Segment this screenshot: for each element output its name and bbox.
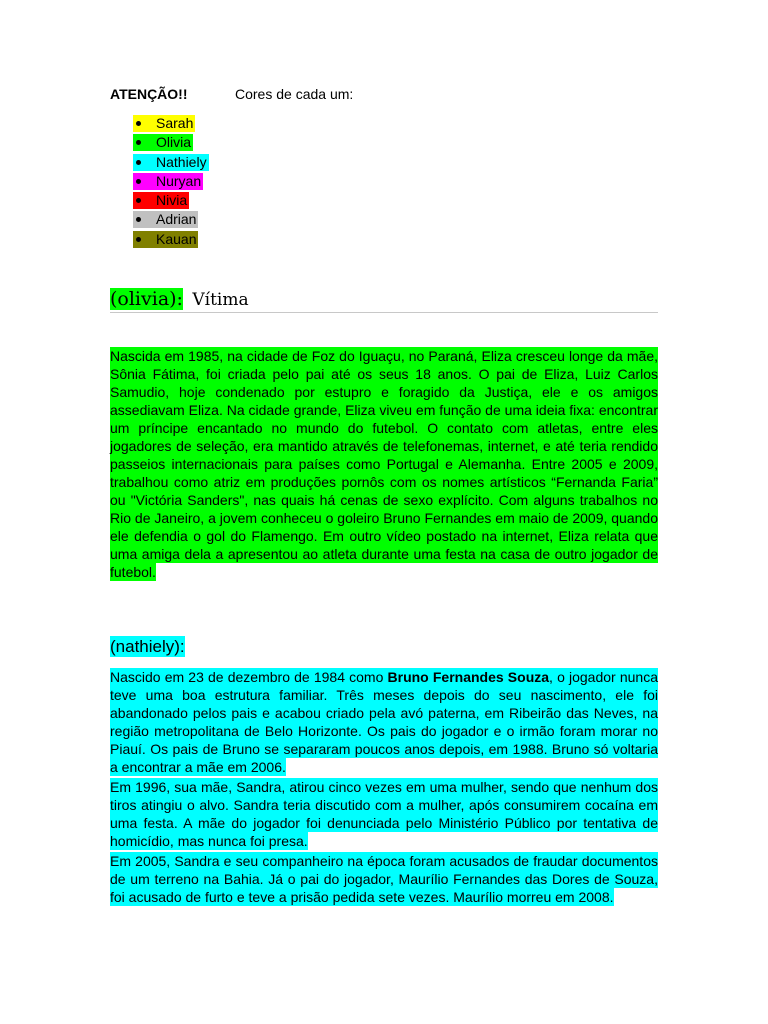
list-item bbox=[133, 230, 333, 249]
heading-tag-olivia: (olivia): bbox=[110, 288, 183, 310]
paragraph-text: Nascida em 1985, na cidade de Foz do Iguaçu, no Paraná, Eliza cresceu longe da mãe, Sônia Fátima, foi criada pelo pai até os seus 18 anos. O pai de Eliza, Luiz Carlos Samudio, hoje condenado por estupro e foragido da Justiça, ele e os amigos assediavam Eliza. Na cidade grande, Eliza viveu em função de uma ideia fixa: encontrar um príncipe encantado no mundo do futebol. O contato com atletas, entre eles jogadores de seleção, era mantido através de telefonemas, internet, e até teria rendido passeios internacionais para países como Portugal e Alemanha. Entre 2005 e 2009, trabalhou como atriz em produções pornôs com os nomes artísticos “Fernanda Faria” ou "Victória Sanders", nas quais há cenas de sexo explícito. Com alguns trabalhos no Rio de Janeiro, a jovem conheceu o goleiro Bruno Fernandes em maio de 2009, quando ele defendia o gol do Flamengo. Em outro vídeo postado na internet, Eliza relata que uma amiga dela a apresentou ao atleta durante uma festa na casa de outro jogador de futebol. bbox=[110, 348, 658, 580]
color-name-adrian: Adrian bbox=[133, 211, 198, 228]
color-name-olivia: Olivia bbox=[133, 134, 193, 151]
paragraph-nathiely-1 bbox=[110, 668, 658, 776]
list-item bbox=[133, 114, 333, 133]
paragraph-bold-name: Bruno Fernandes Souza bbox=[387, 669, 550, 685]
paragraph-text: Em 1996, sua mãe, Sandra, atirou cinco vezes em uma mulher, sendo que nenhum dos tiros atingiu o alvo. Sandra teria discutido com a mulher, após consumirem cocaína em uma festa. A mãe do jogador foi denunciada pelo Ministério Público por tentativa de homicídio, mas nunca foi presa. bbox=[110, 779, 658, 849]
paragraph-text bbox=[110, 668, 658, 776]
paragraph-nathiely-2 bbox=[110, 778, 658, 850]
colors-list bbox=[133, 114, 333, 249]
attention-subtitle: Cores de cada um: bbox=[235, 86, 354, 102]
heading-tag-nathiely: (nathiely): bbox=[110, 637, 185, 656]
list-item bbox=[133, 133, 333, 152]
color-name-kauan: Kauan bbox=[133, 231, 198, 248]
section-heading-olivia bbox=[110, 288, 658, 313]
color-name-nathiely: Nathiely bbox=[133, 154, 209, 171]
list-item bbox=[133, 210, 333, 229]
attention-header bbox=[110, 86, 354, 102]
color-name-sarah: Sarah bbox=[133, 115, 195, 132]
paragraph-olivia bbox=[110, 347, 658, 581]
list-item bbox=[133, 191, 333, 210]
paragraph-text-before: Nascido em 23 de dezembro de 1984 como bbox=[110, 669, 388, 685]
list-item bbox=[133, 172, 333, 191]
heading-role: Vítima bbox=[192, 290, 249, 310]
list-item bbox=[133, 153, 333, 172]
paragraph-nathiely-3 bbox=[110, 852, 658, 906]
color-name-nivia: Nivia bbox=[133, 192, 189, 209]
paragraph-text: Em 2005, Sandra e seu companheiro na época foram acusados de fraudar documentos de um terreno na Bahia. Já o pai do jogador, Maurílio Fernandes das Dores de Souza, foi acusado de furto e teve a prisão pedida sete vezes. Maurílio morreu em 2008. bbox=[110, 853, 658, 905]
section-heading-nathiely bbox=[110, 637, 185, 657]
color-name-nuryan: Nuryan bbox=[133, 173, 203, 190]
attention-title: ATENÇÃO!! bbox=[110, 86, 188, 102]
paragraph-text-after: , o jogador nunca teve uma boa estrutura familiar. Três meses depois do seu nascimento, ele foi abandonado pelos pais e acabou criado pela avó paterna, em Ribeirão das Neves, na região metropolitana de Belo Horizonte. Os pais do jogador e o irmão foram morar no Piauí. Os pais de Bruno se separaram poucos anos depois, em 1988. Bruno só voltaria a encontrar a mãe em 2006. bbox=[110, 669, 658, 775]
